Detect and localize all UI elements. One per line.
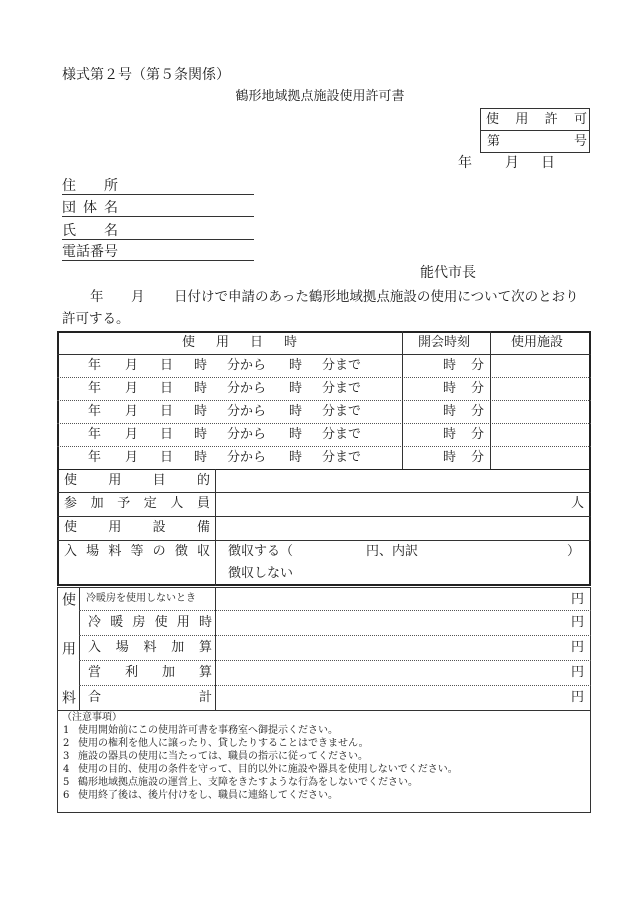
month-label: 月 [125, 381, 139, 396]
hour-label: 時 [194, 427, 208, 442]
day-label: 日 [160, 427, 174, 442]
fee-row-rule [79, 685, 591, 686]
note-text: 施設の器具の使用に当たっては、職員の指示に従ってください。 [78, 751, 368, 762]
organization-underline [62, 216, 254, 217]
start-minute-label: 分 [471, 404, 485, 419]
admission-label: 入場料等の徴収 [64, 544, 210, 559]
hour-to-label: 時 [289, 450, 303, 465]
usage-datetime-row [57, 400, 590, 423]
fee-row-rule [79, 610, 591, 611]
table-column-rule [215, 469, 216, 586]
notes-heading: （注意事項） [62, 712, 122, 723]
minute-to-label: 分まで [322, 450, 362, 465]
note-number: 1 [63, 725, 70, 736]
year-label: 年 [88, 381, 102, 396]
fee-section-label: 使用料 [60, 592, 76, 704]
hour-to-label: 時 [289, 358, 303, 373]
usage-datetime-row [57, 423, 590, 446]
fee-row-unit: 円 [571, 640, 585, 655]
table-rule [57, 469, 591, 470]
start-hour-label: 時 [443, 381, 457, 396]
fee-row-label: 営利加算 [88, 665, 212, 680]
hour-label: 時 [194, 404, 208, 419]
admission-no-collect: 徴収しない [228, 566, 294, 581]
body-text: 日付けで申請のあった鶴形地域拠点施設の使用について次のとおり [174, 289, 579, 305]
fee-total-unit: 円 [571, 690, 585, 705]
issue-month-label: 月 [505, 155, 519, 171]
usage-datetime-row [57, 377, 590, 400]
minute-from-label: 分から [227, 381, 267, 396]
note-number: 2 [63, 738, 70, 749]
issue-day-label: 日 [541, 155, 555, 171]
hour-label: 時 [194, 381, 208, 396]
permit-number-prefix: 第 [487, 134, 501, 149]
issuer: 能代市長 [420, 265, 476, 281]
table-rule [57, 540, 591, 541]
month-label: 月 [125, 404, 139, 419]
fee-row-label: 入場料加算 [88, 640, 212, 655]
day-label: 日 [160, 404, 174, 419]
fee-row-rule [79, 635, 591, 636]
permit-label: 使用許可 [486, 112, 587, 127]
minute-to-label: 分まで [322, 381, 362, 396]
day-label: 日 [160, 358, 174, 373]
body-year-label: 年 [90, 289, 104, 305]
admission-collect-prefix: 徴収する（ [228, 544, 294, 559]
table-rule [57, 492, 591, 493]
fee-row-label: 冷暖房使用時 [88, 615, 212, 630]
hour-label: 時 [194, 450, 208, 465]
permit-number-suffix: 号 [574, 134, 588, 149]
usage-datetime-row [57, 354, 590, 377]
header-start-time: 開会時刻 [418, 335, 471, 350]
minute-from-label: 分から [227, 358, 267, 373]
fee-row-label: 冷暖房を使用しないとき [86, 593, 196, 604]
name-underline [62, 239, 254, 240]
minute-to-label: 分まで [322, 358, 362, 373]
address-underline [62, 194, 254, 195]
minute-from-label: 分から [227, 450, 267, 465]
year-label: 年 [88, 450, 102, 465]
start-hour-label: 時 [443, 427, 457, 442]
fee-row-unit: 円 [571, 665, 585, 680]
usage-datetime-row [57, 446, 590, 469]
start-minute-label: 分 [471, 358, 485, 373]
day-label: 日 [160, 381, 174, 396]
fee-column-rule [79, 587, 80, 711]
start-hour-label: 時 [443, 358, 457, 373]
start-minute-label: 分 [471, 381, 485, 396]
minute-to-label: 分まで [322, 427, 362, 442]
hour-to-label: 時 [289, 427, 303, 442]
note-number: 4 [63, 764, 70, 775]
start-hour-label: 時 [443, 450, 457, 465]
year-label: 年 [88, 427, 102, 442]
participants-label: 参加予定人員 [64, 496, 210, 511]
note-text: 鶴形地域拠点施設の運営上、支障をきたすような行為をしないでください。 [78, 777, 418, 788]
admission-collect-middle: 円、内訳 [366, 544, 419, 559]
minute-to-label: 分まで [322, 404, 362, 419]
note-text: 使用終了後は、後片付けをし、職員に連絡してください。 [78, 790, 338, 801]
issue-year-label: 年 [458, 155, 472, 171]
month-label: 月 [125, 427, 139, 442]
header-usage-datetime: 使用日時 [182, 335, 297, 350]
equipment-label: 使用設備 [64, 520, 210, 535]
start-minute-label: 分 [471, 427, 485, 442]
hour-to-label: 時 [289, 404, 303, 419]
purpose-label: 使用目的 [64, 473, 210, 488]
form-number: 様式第２号（第５条関係） [62, 67, 230, 83]
address-label: 住所 [62, 178, 118, 194]
note-number: 3 [63, 751, 70, 762]
hour-to-label: 時 [289, 381, 303, 396]
fee-row-unit: 円 [571, 592, 585, 607]
month-label: 月 [125, 450, 139, 465]
fee-row-rule [79, 660, 591, 661]
phone-underline [62, 260, 254, 261]
start-hour-label: 時 [443, 404, 457, 419]
minute-from-label: 分から [227, 404, 267, 419]
month-label: 月 [125, 358, 139, 373]
body-text-line2: 許可する。 [62, 311, 130, 327]
name-label: 氏名 [62, 223, 118, 239]
note-text: 使用の目的、使用の条件を守って、目的以外に施設や器具を使用しないでください。 [78, 764, 458, 775]
note-number: 6 [63, 790, 70, 801]
body-month-label: 月 [131, 289, 145, 305]
organization-label: 団体名 [62, 200, 118, 216]
table-rule [57, 516, 591, 517]
year-label: 年 [88, 404, 102, 419]
note-text: 使用の権利を他人に譲ったり、貸したりすることはできません。 [78, 738, 369, 749]
note-text: 使用開始前にこの使用許可書を事務室へ御提示ください。 [78, 725, 338, 736]
phone-label: 電話番号 [62, 244, 118, 260]
year-label: 年 [88, 358, 102, 373]
hour-label: 時 [194, 358, 208, 373]
permit-box-divider [480, 130, 590, 131]
day-label: 日 [160, 450, 174, 465]
admission-collect-suffix: ） [567, 544, 581, 559]
participants-unit: 人 [571, 496, 585, 511]
header-facility: 使用施設 [511, 335, 564, 350]
fee-column-rule [215, 587, 216, 711]
fee-row-unit: 円 [571, 615, 585, 630]
note-number: 5 [63, 777, 70, 788]
start-minute-label: 分 [471, 450, 485, 465]
minute-from-label: 分から [227, 427, 267, 442]
fee-total-label: 合計 [88, 690, 212, 705]
document-title: 鶴形地域拠点施設使用許可書 [235, 89, 405, 104]
